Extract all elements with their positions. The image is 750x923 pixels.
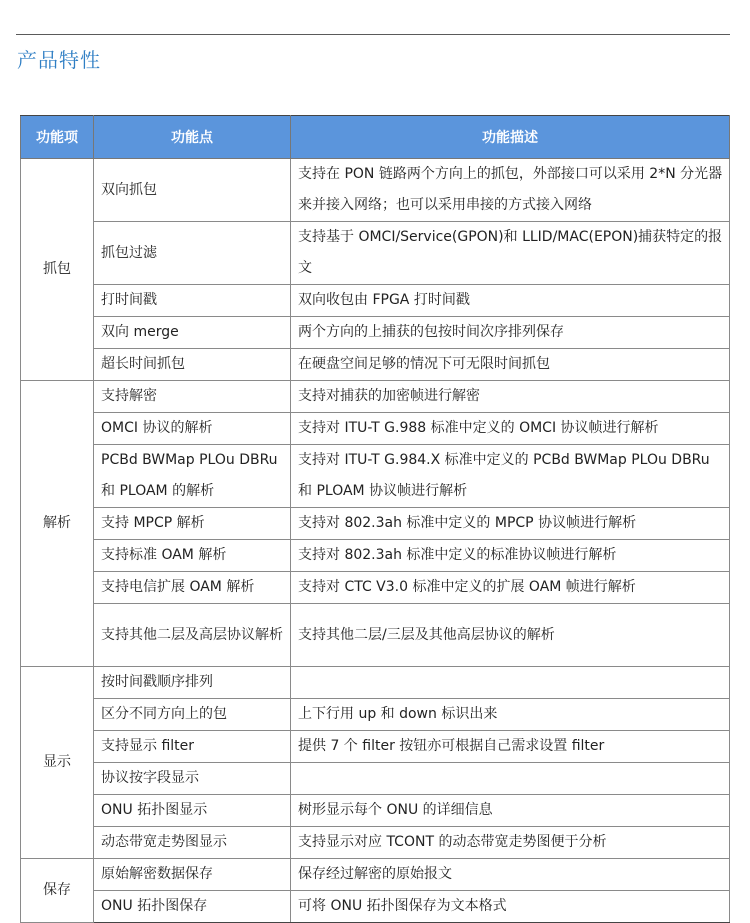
feature-cell: 支持标准 OAM 解析 (94, 540, 291, 572)
table-header-row (21, 116, 730, 159)
description-cell: 支持基于 OMCI/Service(GPON)和 LLID/MAC(EPON)捕获特定的报文 (291, 222, 730, 285)
feature-cell: 按时间戳顺序排列 (94, 667, 291, 699)
table-row (21, 413, 730, 445)
header-feature: 功能点 (94, 116, 291, 159)
feature-cell: PCBd BWMap PLOu DBRu 和 PLOAM 的解析 (94, 445, 291, 508)
feature-cell: 协议按字段显示 (94, 763, 291, 795)
feature-cell: 动态带宽走势图显示 (94, 827, 291, 859)
table-row (21, 699, 730, 731)
description-cell: 双向收包由 FPGA 打时间戳 (291, 285, 730, 317)
feature-cell: 支持解密 (94, 381, 291, 413)
description-cell: 支持对 ITU-T G.988 标准中定义的 OMCI 协议帧进行解析 (291, 413, 730, 445)
description-cell: 支持显示对应 TCONT 的动态带宽走势图便于分析 (291, 827, 730, 859)
table-row (21, 349, 730, 381)
header-category: 功能项 (21, 116, 94, 159)
feature-cell: ONU 拓扑图显示 (94, 795, 291, 827)
table-row (21, 827, 730, 859)
description-cell: 树形显示每个 ONU 的详细信息 (291, 795, 730, 827)
description-cell: 提供 7 个 filter 按钮亦可根据自己需求设置 filter (291, 731, 730, 763)
category-cell: 显示 (21, 667, 94, 859)
category-cell: 保存 (21, 859, 94, 923)
feature-table (20, 115, 730, 923)
feature-cell: 抓包过滤 (94, 222, 291, 285)
feature-cell: 支持电信扩展 OAM 解析 (94, 572, 291, 604)
description-cell: 可将 ONU 拓扑图保存为文本格式 (291, 891, 730, 923)
category-cell: 解析 (21, 381, 94, 667)
table-row (21, 572, 730, 604)
description-cell: 支持对 CTC V3.0 标准中定义的扩展 OAM 帧进行解析 (291, 572, 730, 604)
table-row (21, 795, 730, 827)
description-cell (291, 667, 730, 699)
table-row (21, 891, 730, 923)
feature-cell: 打时间戳 (94, 285, 291, 317)
description-cell: 支持对 ITU-T G.984.X 标准中定义的 PCBd BWMap PLOu DBRu 和 PLOAM 协议帧进行解析 (291, 445, 730, 508)
table-row (21, 317, 730, 349)
feature-cell: 双向抓包 (94, 159, 291, 222)
feature-cell: 支持 MPCP 解析 (94, 508, 291, 540)
table-row (21, 285, 730, 317)
table-row (21, 731, 730, 763)
description-cell: 支持对 802.3ah 标准中定义的 MPCP 协议帧进行解析 (291, 508, 730, 540)
table-row (21, 763, 730, 795)
description-cell: 支持在 PON 链路两个方向上的抓包，外部接口可以采用 2*N 分光器来并接入网络；也可以采用串接的方式接入网络 (291, 159, 730, 222)
table-row (21, 159, 730, 222)
feature-cell: 原始解密数据保存 (94, 859, 291, 891)
description-cell: 支持对 802.3ah 标准中定义的标准协议帧进行解析 (291, 540, 730, 572)
feature-cell: 双向 merge (94, 317, 291, 349)
table-row (21, 445, 730, 508)
feature-cell: 超长时间抓包 (94, 349, 291, 381)
table-row (21, 604, 730, 667)
feature-cell: OMCI 协议的解析 (94, 413, 291, 445)
table-row (21, 540, 730, 572)
description-cell: 支持对捕获的加密帧进行解密 (291, 381, 730, 413)
table-row (21, 859, 730, 891)
feature-cell: ONU 拓扑图保存 (94, 891, 291, 923)
section-title: 产品特性 (17, 48, 101, 72)
description-cell: 支持其他二层/三层及其他高层协议的解析 (291, 604, 730, 667)
feature-cell: 区分不同方向上的包 (94, 699, 291, 731)
table-row (21, 508, 730, 540)
feature-cell: 支持其他二层及高层协议解析 (94, 604, 291, 667)
header-description: 功能描述 (291, 116, 730, 159)
description-cell (291, 763, 730, 795)
category-cell: 抓包 (21, 159, 94, 381)
table-row (21, 667, 730, 699)
table-row (21, 381, 730, 413)
description-cell: 上下行用 up 和 down 标识出来 (291, 699, 730, 731)
top-divider (16, 34, 730, 35)
feature-cell: 支持显示 filter (94, 731, 291, 763)
description-cell: 两个方向的上捕获的包按时间次序排列保存 (291, 317, 730, 349)
description-cell: 在硬盘空间足够的情况下可无限时间抓包 (291, 349, 730, 381)
description-cell: 保存经过解密的原始报文 (291, 859, 730, 891)
table-row (21, 222, 730, 285)
